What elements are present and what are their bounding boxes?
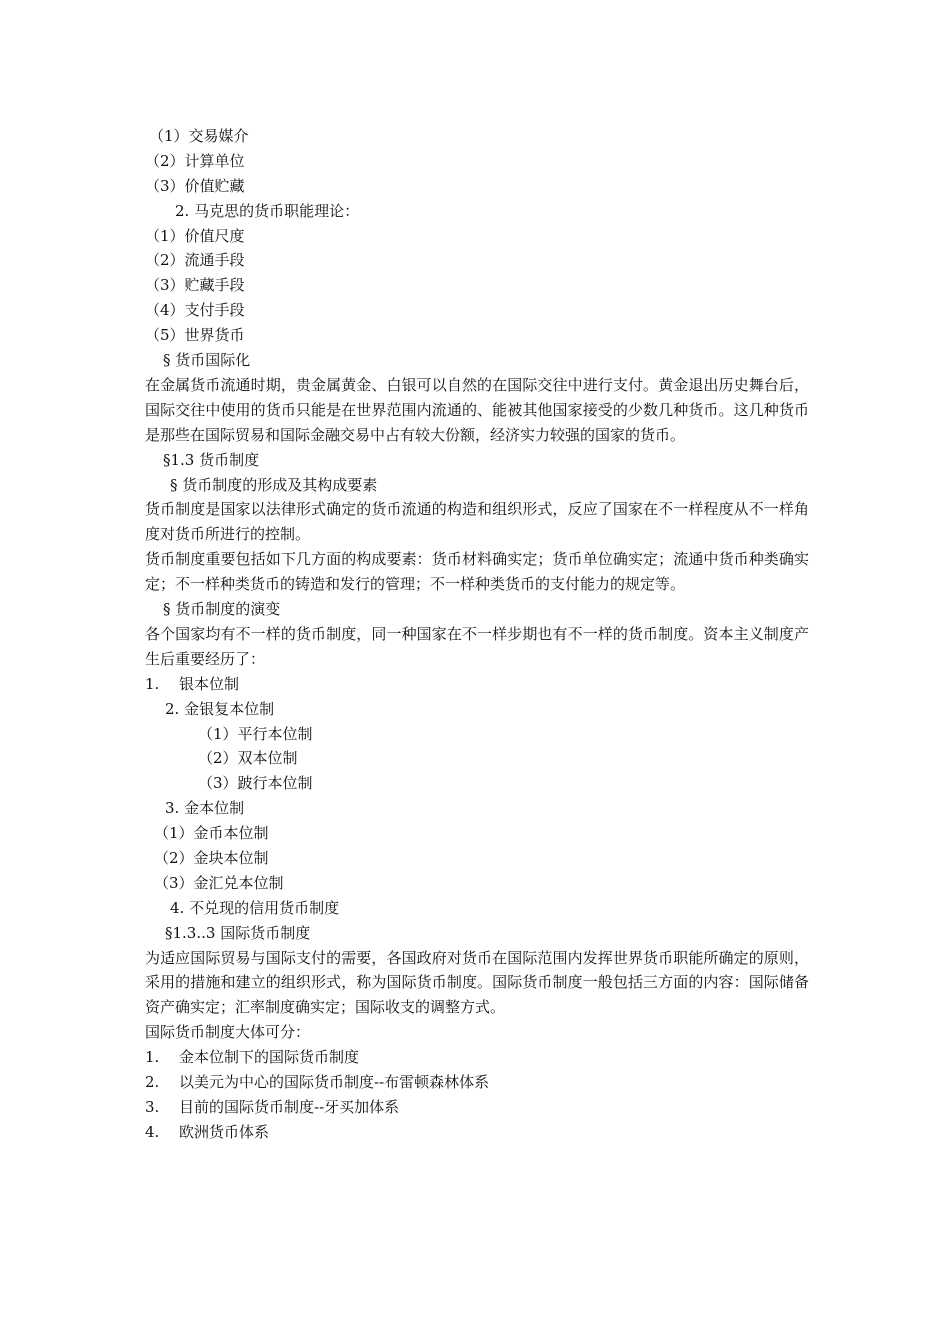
list-item: （2）计算单位 (145, 151, 245, 170)
list-number: 4. (145, 1122, 160, 1141)
document-body (145, 124, 809, 1145)
list-item: （4）支付手段 (145, 301, 245, 320)
section-heading: 2. 马克思的货币职能理论： (175, 201, 360, 220)
list-item: （2）流通手段 (145, 251, 245, 270)
section-heading: § 货币制度的演变 (163, 600, 281, 619)
section-heading: §1.3 货币制度 (163, 450, 260, 469)
paragraph: 国际货币制度大体可分： (145, 1023, 311, 1042)
list-item (145, 1045, 809, 1070)
paragraph: 在金属货币流通时期，贵金属黄金、白银可以自然的在国际交往中进行支付。黄金退出历史舞台后，国际交往中使用的货币只能是在世界范围内流通的、能被其他国家接受的少数几种货币。这几种货币是那些在国际贸易和国际金融交易中占有较大份额，经济实力较强的国家的货币。 (145, 375, 809, 444)
list-item (145, 1120, 809, 1145)
list-text: 金本位制下的国际货币制度 (179, 1048, 360, 1067)
paragraph: 货币制度重要包括如下几方面的构成要素：货币材料确实定；货币单位确实定；流通中货币种类确实定；不一样种类货币的铸造和发行的管理；不一样种类货币的支付能力的规定等。 (145, 550, 809, 594)
list-item: （5）世界货币 (145, 326, 245, 345)
list-item: （1）交易媒介 (149, 127, 249, 145)
section-heading: § 货币制度的形成及其构成要素 (170, 475, 378, 494)
list-item: （3）贮藏手段 (145, 276, 245, 295)
list-item: 2. 金银复本位制 (165, 699, 275, 718)
list-item: （1）金币本位制 (154, 824, 269, 843)
paragraph: 各个国家均有不一样的货币制度，同一种国家在不一样步期也有不一样的货币制度。资本主义制度产生后重要经历了： (145, 624, 809, 668)
list-text: 目前的国际货币制度--牙买加体系 (179, 1097, 400, 1116)
list-item: （3）价值贮藏 (145, 176, 245, 195)
list-item: （2）金块本位制 (154, 848, 269, 867)
list-item: （3）金汇兑本位制 (154, 873, 284, 892)
list-item: （1）平行本位制 (198, 724, 313, 743)
paragraph: 货币制度是国家以法律形式确定的货币流通的构造和组织形式，反应了国家在不一样程度从不一样角度对货币所进行的控制。 (145, 500, 809, 544)
list-text: 欧洲货币体系 (179, 1122, 270, 1141)
list-item (145, 1095, 809, 1120)
list-text: 以美元为中心的国际货币制度--布雷顿森林体系 (179, 1073, 490, 1092)
list-item: （3）跛行本位制 (198, 774, 313, 793)
section-heading: §1.3..3 国际货币制度 (165, 923, 311, 942)
list-number: 1. (145, 674, 160, 693)
section-heading: § 货币国际化 (163, 351, 251, 370)
list-item: 3. 金本位制 (165, 799, 245, 818)
list-number: 3. (145, 1097, 160, 1116)
paragraph: 为适应国际贸易与国际支付的需要，各国政府对货币在国际范围内发挥世界货币职能所确定的原则，采用的措施和建立的组织形式，称为国际货币制度。国际货币制度一般包括三方面的内容：国际储备资产确实定；汇率制度确实定；国际收支的调整方式。 (145, 948, 809, 1017)
list-number: 1. (145, 1048, 160, 1067)
list-item: （2）双本位制 (198, 749, 298, 768)
list-item: 4. 不兑现的信用货币制度 (170, 898, 340, 917)
list-text: 银本位制 (179, 674, 240, 693)
list-item (145, 1070, 809, 1095)
list-item (145, 672, 809, 697)
list-item: （1）价值尺度 (145, 226, 245, 245)
list-number: 2. (145, 1073, 160, 1092)
